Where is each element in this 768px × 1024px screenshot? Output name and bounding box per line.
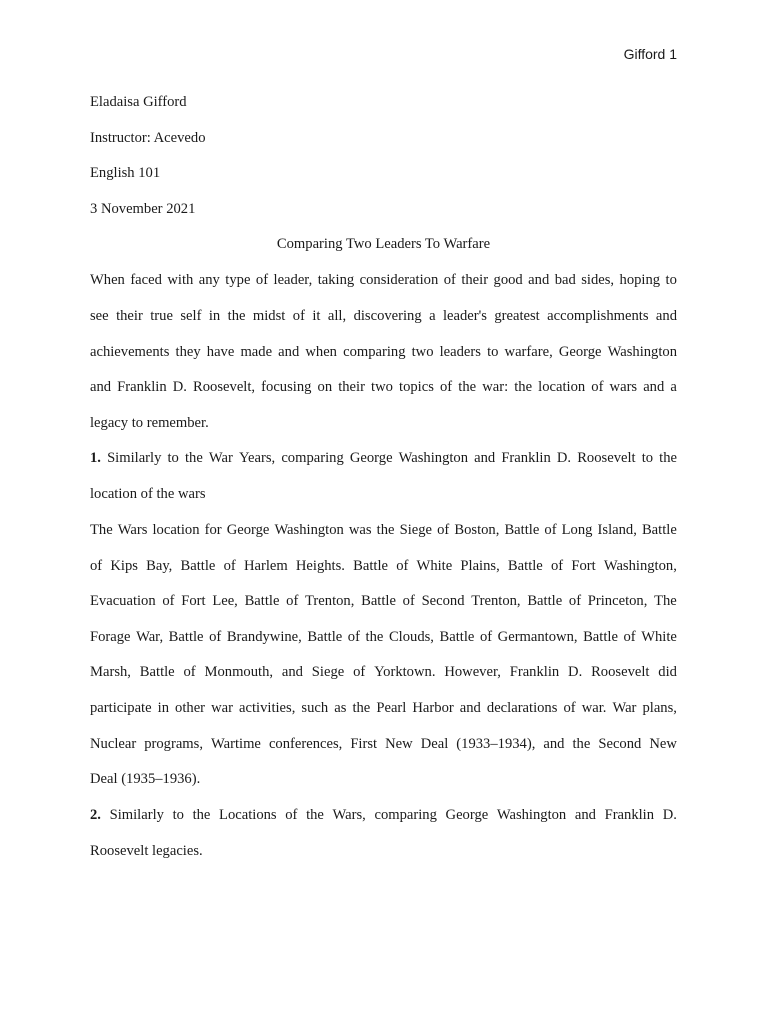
- word: Similarly: [109, 807, 164, 823]
- word: to: [487, 344, 499, 360]
- word: George: [226, 522, 270, 538]
- word: sides,: [581, 272, 615, 288]
- word: War,: [136, 629, 164, 645]
- section-2-heading-end: Roosevelt legacies.: [90, 843, 203, 859]
- word: midst: [252, 308, 286, 324]
- word: comparing: [281, 450, 344, 466]
- word: type: [225, 272, 251, 288]
- word: of: [255, 272, 269, 288]
- word: and: [528, 272, 550, 288]
- word: Locations: [219, 807, 277, 823]
- word: Years,: [238, 450, 276, 466]
- course-line: English 101: [90, 165, 161, 181]
- word: Roosevelt: [591, 664, 650, 680]
- body-1-line: [90, 555, 677, 577]
- word: Battle: [168, 629, 204, 645]
- word: topics: [399, 379, 434, 395]
- word: Battle: [504, 522, 540, 538]
- word: and: [655, 308, 677, 324]
- word: the: [306, 807, 324, 823]
- word: two: [371, 379, 393, 395]
- intro-line: [90, 376, 677, 398]
- word: of: [550, 558, 564, 574]
- word: war.: [581, 700, 607, 716]
- body-1-line: [90, 519, 677, 541]
- word: When: [90, 272, 125, 288]
- word: a: [670, 379, 677, 395]
- intro-line: [90, 341, 677, 363]
- word: in: [208, 308, 221, 324]
- word: Wartime: [211, 736, 261, 752]
- word: of: [347, 629, 360, 645]
- word: Franklin: [117, 379, 167, 395]
- word: Brandywine,: [226, 629, 302, 645]
- word: leader's: [442, 308, 487, 324]
- word: as: [334, 700, 347, 716]
- word: Plains,: [460, 558, 500, 574]
- word: self: [180, 308, 202, 324]
- word: Fort: [571, 558, 596, 574]
- word: and: [643, 379, 665, 395]
- word: Battle: [527, 593, 563, 609]
- word: location: [152, 522, 200, 538]
- word: Battle: [139, 664, 175, 680]
- word: George: [349, 450, 393, 466]
- word: Wars,: [332, 807, 366, 823]
- word: and: [574, 807, 596, 823]
- author-name: Eladaisa Gifford: [90, 94, 187, 110]
- word: with: [167, 272, 194, 288]
- word: War: [208, 450, 233, 466]
- word: warfare,: [504, 344, 553, 360]
- word: Wars: [117, 522, 148, 538]
- word: Boston,: [454, 522, 500, 538]
- word: Washington: [607, 344, 677, 360]
- word: of: [162, 593, 175, 609]
- word: their: [461, 272, 489, 288]
- word: to: [665, 272, 677, 288]
- word: their: [338, 379, 365, 395]
- word: the: [376, 522, 395, 538]
- running-head: Gifford 1: [623, 46, 677, 62]
- word: Washington: [398, 450, 469, 466]
- word: Battle: [244, 593, 280, 609]
- body-1-line: [90, 697, 677, 719]
- section-2-heading: [90, 804, 677, 826]
- word: conferences,: [268, 736, 343, 752]
- word: of: [437, 522, 450, 538]
- word: have: [206, 344, 235, 360]
- word: Island,: [597, 522, 637, 538]
- word: the: [227, 308, 246, 324]
- word: D.: [556, 450, 572, 466]
- word: and: [278, 344, 300, 360]
- word: Battle: [641, 522, 677, 538]
- word: Pearl: [376, 700, 407, 716]
- word: of: [568, 593, 582, 609]
- word: bad: [554, 272, 576, 288]
- word: declarations: [486, 700, 558, 716]
- word: activities,: [239, 700, 296, 716]
- word: Nuclear: [90, 736, 137, 752]
- word: Franklin: [604, 807, 655, 823]
- word: any: [198, 272, 220, 288]
- word: of: [443, 272, 456, 288]
- word: see: [90, 308, 109, 324]
- word: Washington: [496, 807, 567, 823]
- word: White: [416, 558, 453, 574]
- word: of: [90, 558, 103, 574]
- word: Princeton,: [587, 593, 648, 609]
- word: Trenton,: [305, 593, 355, 609]
- word: achievements: [90, 344, 170, 360]
- word: war:: [482, 379, 509, 395]
- intro-line: [90, 305, 677, 327]
- word: consideration: [359, 272, 439, 288]
- word: and: [281, 664, 303, 680]
- word: their: [116, 308, 143, 324]
- word: New: [649, 736, 677, 752]
- word: Roosevelt: [577, 450, 636, 466]
- word: Deal: [420, 736, 449, 752]
- word: of: [353, 664, 366, 680]
- word: Lee,: [212, 593, 238, 609]
- word: Siege: [399, 522, 433, 538]
- word: the: [572, 736, 591, 752]
- body-1-line: [90, 733, 677, 755]
- word: (1933–1934),: [456, 736, 536, 752]
- word: Franklin: [501, 450, 551, 466]
- word: when: [305, 344, 337, 360]
- word: Heights.: [295, 558, 345, 574]
- word: for: [204, 522, 222, 538]
- word: However,: [444, 664, 501, 680]
- word: the: [352, 700, 371, 716]
- word: Kips: [110, 558, 138, 574]
- word: Battle: [180, 558, 216, 574]
- word: leaders: [439, 344, 481, 360]
- word: D.: [662, 807, 677, 823]
- word: accomplishments: [547, 308, 649, 324]
- word: focusing: [261, 379, 312, 395]
- word: of: [209, 629, 222, 645]
- word: Harbor: [412, 700, 454, 716]
- word: Marsh,: [90, 664, 131, 680]
- word: Roosevelt,: [193, 379, 256, 395]
- body-1-line: [90, 661, 677, 683]
- word: Harlem: [243, 558, 288, 574]
- word: all,: [327, 308, 347, 324]
- word: George: [558, 344, 602, 360]
- word: The: [90, 522, 113, 538]
- word: Evacuation: [90, 593, 156, 609]
- word: The: [654, 593, 677, 609]
- word: comparing: [374, 807, 437, 823]
- word: Battle: [307, 629, 343, 645]
- word: Siege: [311, 664, 345, 680]
- word: Battle: [507, 558, 543, 574]
- word: greatest: [494, 308, 540, 324]
- word: in: [157, 700, 169, 716]
- word: White: [641, 629, 677, 645]
- word: of: [591, 379, 604, 395]
- word: to: [172, 807, 184, 823]
- word: Monmouth,: [204, 664, 274, 680]
- word: of: [479, 629, 493, 645]
- word: war: [211, 700, 233, 716]
- word: of: [563, 700, 576, 716]
- word: Bay,: [146, 558, 173, 574]
- word: made: [240, 344, 273, 360]
- word: and: [543, 736, 565, 752]
- word: the: [192, 807, 211, 823]
- word: New: [385, 736, 413, 752]
- word: Long: [561, 522, 593, 538]
- word: was: [348, 522, 372, 538]
- section-1-heading-end: location of the wars: [90, 486, 206, 502]
- word: the: [184, 450, 203, 466]
- word: hoping: [619, 272, 661, 288]
- word: taking: [317, 272, 355, 288]
- word: true: [150, 308, 173, 324]
- word: and: [459, 700, 481, 716]
- word: Germantown,: [497, 629, 578, 645]
- word: Forage: [90, 629, 131, 645]
- word: Fort: [181, 593, 206, 609]
- word: location: [538, 379, 586, 395]
- word: George: [445, 807, 489, 823]
- word: the: [659, 450, 677, 466]
- word: Battle: [439, 629, 475, 645]
- word: discovering: [353, 308, 422, 324]
- word: Battle: [361, 593, 396, 609]
- instructor-line: Instructor: Acevedo: [90, 130, 206, 146]
- section-2-number: 2.: [90, 807, 101, 823]
- word: Yorktown.: [374, 664, 436, 680]
- word: of: [402, 593, 415, 609]
- word: Battle: [353, 558, 388, 574]
- word: and: [474, 450, 496, 466]
- word: faced: [130, 272, 162, 288]
- word: programs,: [144, 736, 203, 752]
- essay-title: Comparing Two Leaders To Warfare: [276, 236, 491, 252]
- word: D.: [172, 379, 187, 395]
- word: the: [514, 379, 533, 395]
- word: such: [301, 700, 329, 716]
- word: the: [365, 629, 384, 645]
- word: it: [312, 308, 321, 324]
- word: Franklin: [509, 664, 560, 680]
- word: of: [223, 558, 236, 574]
- word: Washington: [274, 522, 344, 538]
- word: Trenton,: [471, 593, 521, 609]
- word: D.: [568, 664, 583, 680]
- word: leader,: [273, 272, 313, 288]
- word: War: [612, 700, 637, 716]
- word: of: [396, 558, 409, 574]
- word: comparing: [343, 344, 406, 360]
- word: of: [183, 664, 196, 680]
- word: First: [350, 736, 378, 752]
- body-1-line: [90, 590, 677, 612]
- word: Washington,: [603, 558, 677, 574]
- word: on: [317, 379, 333, 395]
- body-1-last-line: Deal (1935–1936).: [90, 771, 201, 787]
- word: Battle: [583, 629, 618, 645]
- word: they: [175, 344, 201, 360]
- word: plans,: [642, 700, 677, 716]
- word: the: [458, 379, 477, 395]
- word: wars: [609, 379, 638, 395]
- word: Clouds,: [388, 629, 434, 645]
- section-1-heading: [90, 447, 677, 469]
- word: to: [641, 450, 654, 466]
- word: good: [493, 272, 523, 288]
- intro-line: [90, 269, 677, 291]
- intro-last-line: legacy to remember.: [90, 415, 209, 431]
- word: Similarly: [107, 450, 162, 466]
- word: other: [175, 700, 206, 716]
- word: and: [90, 379, 112, 395]
- word: to: [167, 450, 179, 466]
- word: a: [429, 308, 436, 324]
- word: of: [292, 308, 305, 324]
- word: of: [623, 629, 636, 645]
- word: of: [440, 379, 453, 395]
- word: of: [285, 807, 298, 823]
- date-line: 3 November 2021: [90, 201, 196, 217]
- word: of: [544, 522, 557, 538]
- word: did: [658, 664, 677, 680]
- body-1-line: [90, 626, 677, 648]
- word: Second: [598, 736, 642, 752]
- section-1-number: 1.: [90, 450, 101, 466]
- word: two: [411, 344, 434, 360]
- word: Second: [421, 593, 465, 609]
- word: participate: [90, 700, 152, 716]
- word: of: [286, 593, 299, 609]
